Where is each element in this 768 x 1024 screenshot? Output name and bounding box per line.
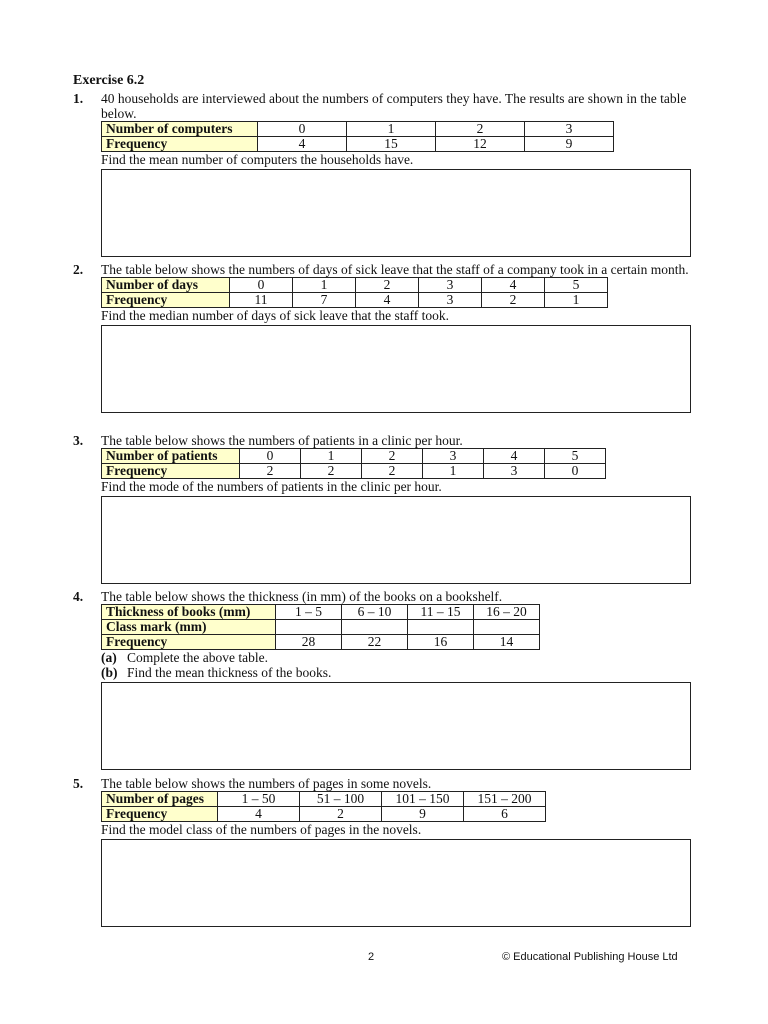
table-cell: 16 – 20 [474,605,540,620]
table-cell: 12 [436,137,525,152]
table-cell: 1 [301,449,362,464]
data-table [101,791,546,822]
table-cell: 22 [342,635,408,650]
table-cell: 2 [362,464,423,479]
table-cell: Thickness of books (mm) [102,605,276,620]
table-cell: 4 [218,807,300,822]
question-number: 3. [73,433,84,448]
table-cell: 151 – 200 [464,792,546,807]
answer-box[interactable] [101,169,691,257]
question-instruction: Find the median number of days of sick leave that the staff took. [101,308,450,323]
table-cell: 2 [482,293,545,308]
table-cell: 2 [362,449,423,464]
table-cell: 3 [419,293,482,308]
sub-question-b [101,665,693,680]
table-cell-input[interactable] [276,620,342,635]
table-cell: 2 [436,122,525,137]
table-cell: 1 – 50 [218,792,300,807]
table-cell: Number of patients [102,449,240,464]
table-cell-input[interactable] [408,620,474,635]
question-text: The table below shows the numbers of pages in some novels. [101,776,432,791]
table-cell: 1 [347,122,436,137]
table-row [102,278,608,293]
table-cell: Frequency [102,137,258,152]
table-cell: 6 [464,807,546,822]
table-cell: 4 [484,449,545,464]
table-cell: 1 [545,293,608,308]
question-5 [73,776,693,927]
table-row [102,792,546,807]
table-cell: 14 [474,635,540,650]
table-cell-input[interactable] [342,620,408,635]
table-cell: 0 [240,449,301,464]
table-cell: 6 – 10 [342,605,408,620]
copyright-notice: © Educational Publishing House Ltd [502,951,678,963]
table-cell: Frequency [102,464,240,479]
table-cell: 9 [382,807,464,822]
question-instruction: Find the mode of the numbers of patients in the clinic per hour. [101,479,442,494]
table-cell: 2 [301,464,362,479]
table-cell: 51 – 100 [300,792,382,807]
table-cell: 16 [408,635,474,650]
answer-box[interactable] [101,496,691,584]
table-cell: 3 [525,122,614,137]
table-row [102,449,606,464]
answer-box[interactable] [101,682,691,770]
table-cell: 9 [525,137,614,152]
sub-question-label: (b) [101,665,118,680]
table-cell: 15 [347,137,436,152]
question-instruction: Find the mean number of computers the households have. [101,152,414,167]
table-cell: Frequency [102,807,218,822]
exercise-title: Exercise 6.2 [73,73,145,88]
table-cell: 101 – 150 [382,792,464,807]
sub-question-text: Complete the above table. [127,650,268,665]
table-cell: 2 [300,807,382,822]
table-row [102,293,608,308]
data-table [101,277,608,308]
table-cell: 5 [545,449,606,464]
question-text: 40 households are interviewed about the numbers of computers they have. The results are shown in the table below. [101,91,687,121]
question-4 [73,589,693,770]
table-cell: 5 [545,278,608,293]
table-cell: 2 [240,464,301,479]
table-cell: 11 [230,293,293,308]
question-text: The table below shows the thickness (in mm) of the books on a bookshelf. [101,589,503,604]
table-cell: 0 [545,464,606,479]
data-table [101,604,540,650]
data-table [101,121,614,152]
table-row [102,635,540,650]
table-cell-input[interactable] [474,620,540,635]
question-text: The table below shows the numbers of patients in a clinic per hour. [101,433,463,448]
table-cell: Class mark (mm) [102,620,276,635]
table-cell: 0 [230,278,293,293]
table-cell: 3 [484,464,545,479]
table-row [102,807,546,822]
table-cell: 2 [356,278,419,293]
question-number: 1. [73,91,84,106]
question-number: 4. [73,589,84,604]
table-cell: 0 [258,122,347,137]
table-cell: Number of days [102,278,230,293]
table-cell: 3 [423,449,484,464]
question-number: 2. [73,262,84,277]
table-cell: Number of pages [102,792,218,807]
sub-question-text: Find the mean thickness of the books. [127,665,332,680]
question-1 [73,91,693,257]
question-2 [73,262,693,413]
table-cell: 11 – 15 [408,605,474,620]
page-number: 2 [368,951,375,963]
question-instruction: Find the model class of the numbers of pages in the novels. [101,822,422,837]
table-cell: 1 [423,464,484,479]
table-row [102,137,614,152]
table-cell: 4 [356,293,419,308]
answer-box[interactable] [101,325,691,413]
table-cell: 28 [276,635,342,650]
sub-question-label: (a) [101,650,117,665]
question-3 [73,433,693,584]
question-text: The table below shows the numbers of days of sick leave that the staff of a company took in a certain month. [101,262,689,277]
table-row [102,605,540,620]
question-number: 5. [73,776,84,791]
table-cell: Frequency [102,635,276,650]
answer-box[interactable] [101,839,691,927]
table-cell: Number of computers [102,122,258,137]
table-cell: 1 – 5 [276,605,342,620]
sub-question-a [101,650,693,665]
table-cell: 1 [293,278,356,293]
table-row [102,620,540,635]
table-cell: 4 [482,278,545,293]
table-row [102,464,606,479]
table-cell: 4 [258,137,347,152]
data-table [101,448,606,479]
table-cell: Frequency [102,293,230,308]
table-row [102,122,614,137]
table-cell: 7 [293,293,356,308]
table-cell: 3 [419,278,482,293]
